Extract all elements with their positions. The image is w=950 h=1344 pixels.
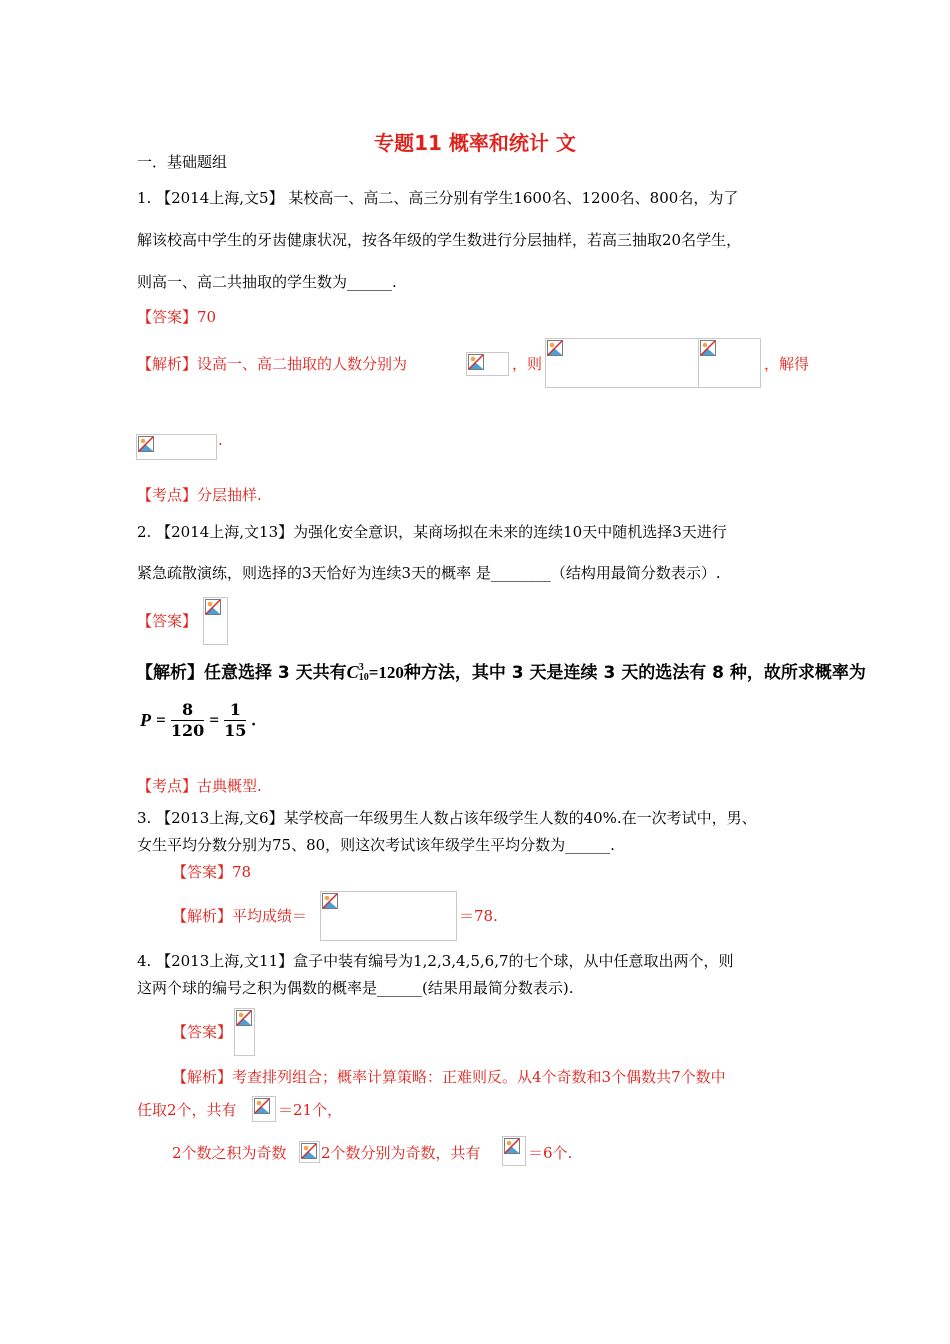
q3-line1: 3. 【2013上海,文6】某学校高一年级男生人数占该年级学生人数的40%.在一次考试中，男、 [137,809,757,827]
formula-image [502,1136,526,1166]
q4-jiexi-line3c: ＝6个. [528,1144,573,1162]
q2-line1: 2. 【2014上海,文13】为强化安全意识，某商场拟在未来的连续10天中随机选择3天进行 [137,523,727,541]
q1-line2: 解该校高中学生的牙齿健康状况，按各年级的学生数进行分层抽样，若高三抽取20名学生， [137,231,742,249]
q2-jiexi-b: 种方法，其中 3 天是连续 3 天的选法有 8 种，故所求概率为 [403,663,866,683]
q4-jiexi-line2a: 任取2个，共有 [137,1101,237,1119]
comb-indices [359,663,369,683]
q3-answer: 【答案】78 [172,863,252,881]
image-placeholder-icon [547,340,563,356]
q4-answer: 【答案】 [172,1023,233,1041]
q3-jiexi-a: 【解析】平均成绩＝ [172,907,308,925]
frac2-num: 1 [224,700,246,721]
formula-image [698,338,761,388]
q1-kaodian: 【考点】分层抽样. [137,486,262,504]
image-placeholder-icon [504,1138,520,1154]
q4-jiexi-line2b: ＝21个， [278,1101,343,1119]
frac1-den: 120 [170,721,205,740]
q4-jiexi-line3a: 2个数之积为奇数 [172,1144,287,1162]
comb-sub: 10 [358,672,369,683]
formula-image [299,1141,320,1163]
probability-formula [140,700,256,741]
answer-formula-image [203,597,228,645]
page-title: 专题11 概率和统计 文 [374,131,576,155]
frac1-num: 8 [171,700,204,721]
q1-jiexi-a: 【解析】设高一、高二抽取的人数分别为 [137,355,408,373]
image-placeholder-icon [468,354,484,370]
p-label: P [140,710,151,730]
q1-line3: 则高一、高二共抽取的学生数为______. [137,273,397,291]
eq-sign: = [156,710,166,730]
q4-jiexi-line1: 【解析】考查排列组合；概率计算策略：正难则反。从4个奇数和3个偶数共7个数中 [172,1068,726,1086]
formula-image [466,352,509,376]
q2-jiexi-row [136,660,866,685]
section-heading: 一．基础题组 [137,153,228,171]
formula-image [320,891,457,941]
formula-image [252,1096,276,1122]
image-placeholder-icon [700,340,716,356]
q1-jiexi-end: . [218,431,223,449]
fraction-8-120 [171,700,204,741]
q2-jiexi-a: 【解析】任意选择 3 天共有 [136,663,347,683]
image-placeholder-icon [301,1143,317,1159]
q1-answer: 【答案】70 [137,308,217,326]
q2-answer: 【答案】 [137,612,198,630]
formula-image [136,434,217,460]
image-placeholder-icon [322,893,338,909]
eq-sign: = [209,710,220,730]
q4-line1: 4. 【2013上海,文11】盒子中装有编号为1,2,3,4,5,6,7的七个球，从中任意取出两个，则 [137,952,734,970]
comb-eq: =120 [368,663,404,682]
q4-jiexi-line3b: 2个数分别为奇数，共有 [321,1144,481,1162]
formula-image [545,338,699,388]
q2-kaodian: 【考点】古典概型. [137,777,262,795]
fraction-1-15 [224,700,246,741]
comb-sup: 3 [358,662,364,673]
frac2-den: 15 [224,721,247,740]
image-placeholder-icon [205,599,221,615]
q1-jiexi-c: ，解得 [764,355,810,373]
image-placeholder-icon [138,436,154,452]
formula-end: . [251,710,256,730]
q4-line2: 这两个球的编号之积为偶数的概率是______(结果用最简分数表示). [137,979,574,997]
q3-jiexi-b: ＝78. [459,907,498,925]
q3-line2: 女生平均分数分别为75、80，则这次考试该年级学生平均分数为______. [137,836,615,854]
q2-line2: 紧急疏散演练，则选择的3天恰好为连续3天的概率 是________（结构用最简分数表示）. [137,564,721,582]
image-placeholder-icon [236,1010,252,1026]
comb-symbol: C [346,662,359,682]
q1-line1: 1. 【2014上海,文5】 某校高一、高二、高三分别有学生1600名、1200名、800名，为了 [137,189,739,207]
q1-jiexi-b: ，则 [512,355,543,373]
answer-formula-image [234,1008,255,1056]
image-placeholder-icon [254,1098,270,1114]
